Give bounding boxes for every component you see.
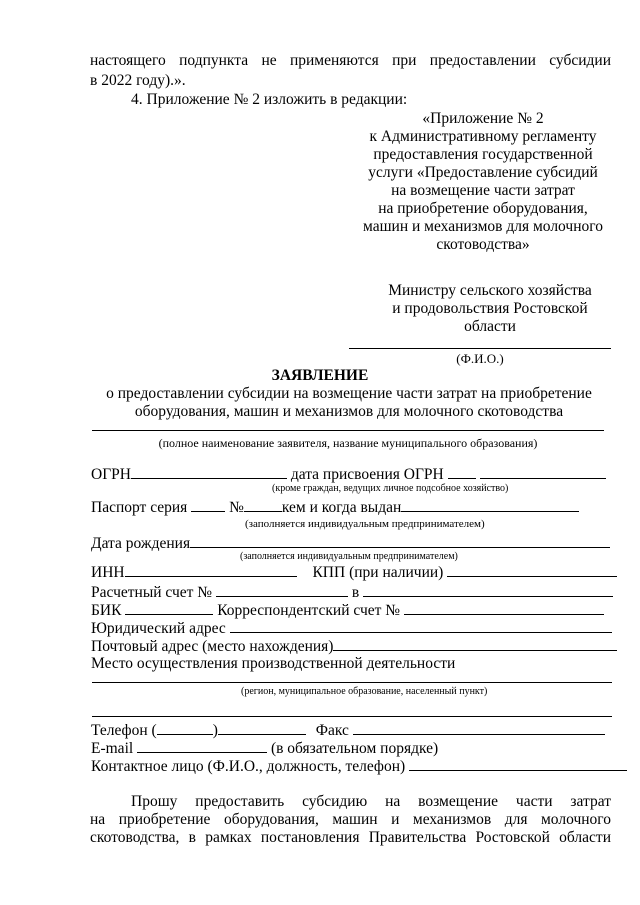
appendix-line: услуги «Предоставление субсидий <box>368 164 598 181</box>
account-in-label: в <box>351 584 360 601</box>
production-place-note: (регион, муниципальное образование, населенный пункт) <box>241 686 488 697</box>
postal-address-input[interactable] <box>333 637 617 651</box>
fax-input-2[interactable] <box>403 721 605 735</box>
ogrn-input[interactable] <box>131 465 287 479</box>
email-row <box>91 739 438 758</box>
request-line-3: скотоводства, в рамках постановления Правительства Ростовской области <box>90 829 611 846</box>
kpp-input[interactable] <box>447 563 617 577</box>
passport-no-label: № <box>229 499 244 516</box>
phone-label: Телефон ( <box>91 722 157 739</box>
bik-row <box>91 601 604 620</box>
appendix-line: на возмещение части затрат <box>391 182 575 199</box>
ogrn-date-input-2[interactable] <box>480 465 606 479</box>
email-input[interactable] <box>137 739 267 753</box>
blank-line[interactable] <box>92 716 612 717</box>
ogrn-label: ОГРН <box>91 466 131 483</box>
passport-note: (заполняется индивидуальным предпринимателем) <box>245 518 485 530</box>
legal-address-label: Юридический адрес <box>91 620 226 637</box>
account-label: Расчетный счет № <box>91 584 213 601</box>
appendix-line: к Административному регламенту <box>369 128 597 145</box>
appendix-line: предоставления государственной <box>373 146 593 163</box>
inn-label: ИНН <box>91 564 125 581</box>
legal-address-input[interactable] <box>230 619 612 633</box>
corr-label: Корреспондентский счет № <box>217 602 401 619</box>
birth-note: (заполняется индивидуальным предпринимателем) <box>240 551 458 562</box>
phone-code-input[interactable] <box>157 721 213 735</box>
postal-address-row <box>91 637 617 656</box>
applicant-caption: (полное наименование заявителя, название муниципального образования) <box>158 436 538 450</box>
account-row <box>91 583 613 602</box>
passport-series-input[interactable] <box>191 498 225 512</box>
document-title: ЗАЯВЛЕНИЕ <box>271 367 369 384</box>
postal-address-label: Почтовый адрес (место нахождения) <box>91 638 334 655</box>
kpp-label: КПП (при наличии) <box>312 564 444 581</box>
fax-input[interactable] <box>353 721 403 735</box>
corr-input[interactable] <box>404 601 604 615</box>
legal-address-row <box>91 619 612 638</box>
fax-label: Факс <box>315 722 349 739</box>
passport-number-input[interactable] <box>244 498 282 512</box>
ogrn-date-input[interactable] <box>448 465 476 479</box>
bank-input[interactable] <box>363 583 613 597</box>
inn-row <box>91 563 617 582</box>
fio-line[interactable] <box>349 348 611 349</box>
request-line-1: Прошу предоставить субсидию на возмещение части затрат <box>131 793 611 810</box>
birth-input[interactable] <box>190 534 610 548</box>
ogrn-note: (кроме граждан, ведущих личное подсобное хозяйство) <box>272 483 509 494</box>
appendix-line: машин и механизмов для молочного <box>363 218 603 235</box>
subtitle-line-2: оборудования, машин и механизмов для молочного скотоводства <box>134 403 564 420</box>
contact-label: Контактное лицо (Ф.И.О., должность, телефон) <box>91 758 406 775</box>
contact-input[interactable] <box>409 757 627 771</box>
applicant-name-line[interactable] <box>92 430 604 431</box>
intro-item-4: 4. Приложение № 2 изложить в редакции: <box>131 91 408 108</box>
intro-line-2: в 2022 году).». <box>90 72 186 89</box>
appendix-line: «Приложение № 2 <box>422 110 544 127</box>
addressee-line: области <box>464 318 516 335</box>
birth-label: Дата рождения <box>91 535 191 552</box>
inn-input[interactable] <box>125 563 297 577</box>
passport-label: Паспорт серия <box>91 499 188 516</box>
email-label: E-mail <box>91 740 134 757</box>
ogrn-row <box>91 465 606 484</box>
production-place-input[interactable] <box>92 682 612 683</box>
subtitle-line-1: о предоставлении субсидии на возмещение части затрат на приобретение <box>106 385 592 402</box>
account-input[interactable] <box>216 583 348 597</box>
fio-caption: (Ф.И.О.) <box>456 351 504 366</box>
phone-row <box>91 721 605 740</box>
request-line-2: на приобретение оборудования, машин и механизмов для молочного <box>90 811 611 828</box>
production-place-row <box>91 655 455 673</box>
bik-input[interactable] <box>125 601 213 615</box>
addressee-line: и продовольствия Ростовской <box>392 300 588 317</box>
appendix-line: скотоводства» <box>436 236 530 253</box>
intro-line-1: настоящего подпункта не применяются при предоставлении субсидии <box>90 52 611 69</box>
passport-issued-label: кем и когда выдан <box>281 499 402 516</box>
bik-label: БИК <box>91 602 122 619</box>
passport-row <box>91 498 579 517</box>
passport-issued-input[interactable] <box>401 498 579 512</box>
production-place-label: Место осуществления производственной деятельности <box>91 655 456 672</box>
addressee-line: Министру сельского хозяйства <box>388 282 592 299</box>
phone-mid: ) <box>212 722 218 739</box>
phone-input[interactable] <box>218 721 306 735</box>
contact-row <box>91 757 627 776</box>
email-note: (в обязательном порядке) <box>270 740 439 757</box>
appendix-line: на приобретение оборудования, <box>378 200 588 217</box>
ogrn-date-label: дата присвоения ОГРН <box>290 466 444 483</box>
